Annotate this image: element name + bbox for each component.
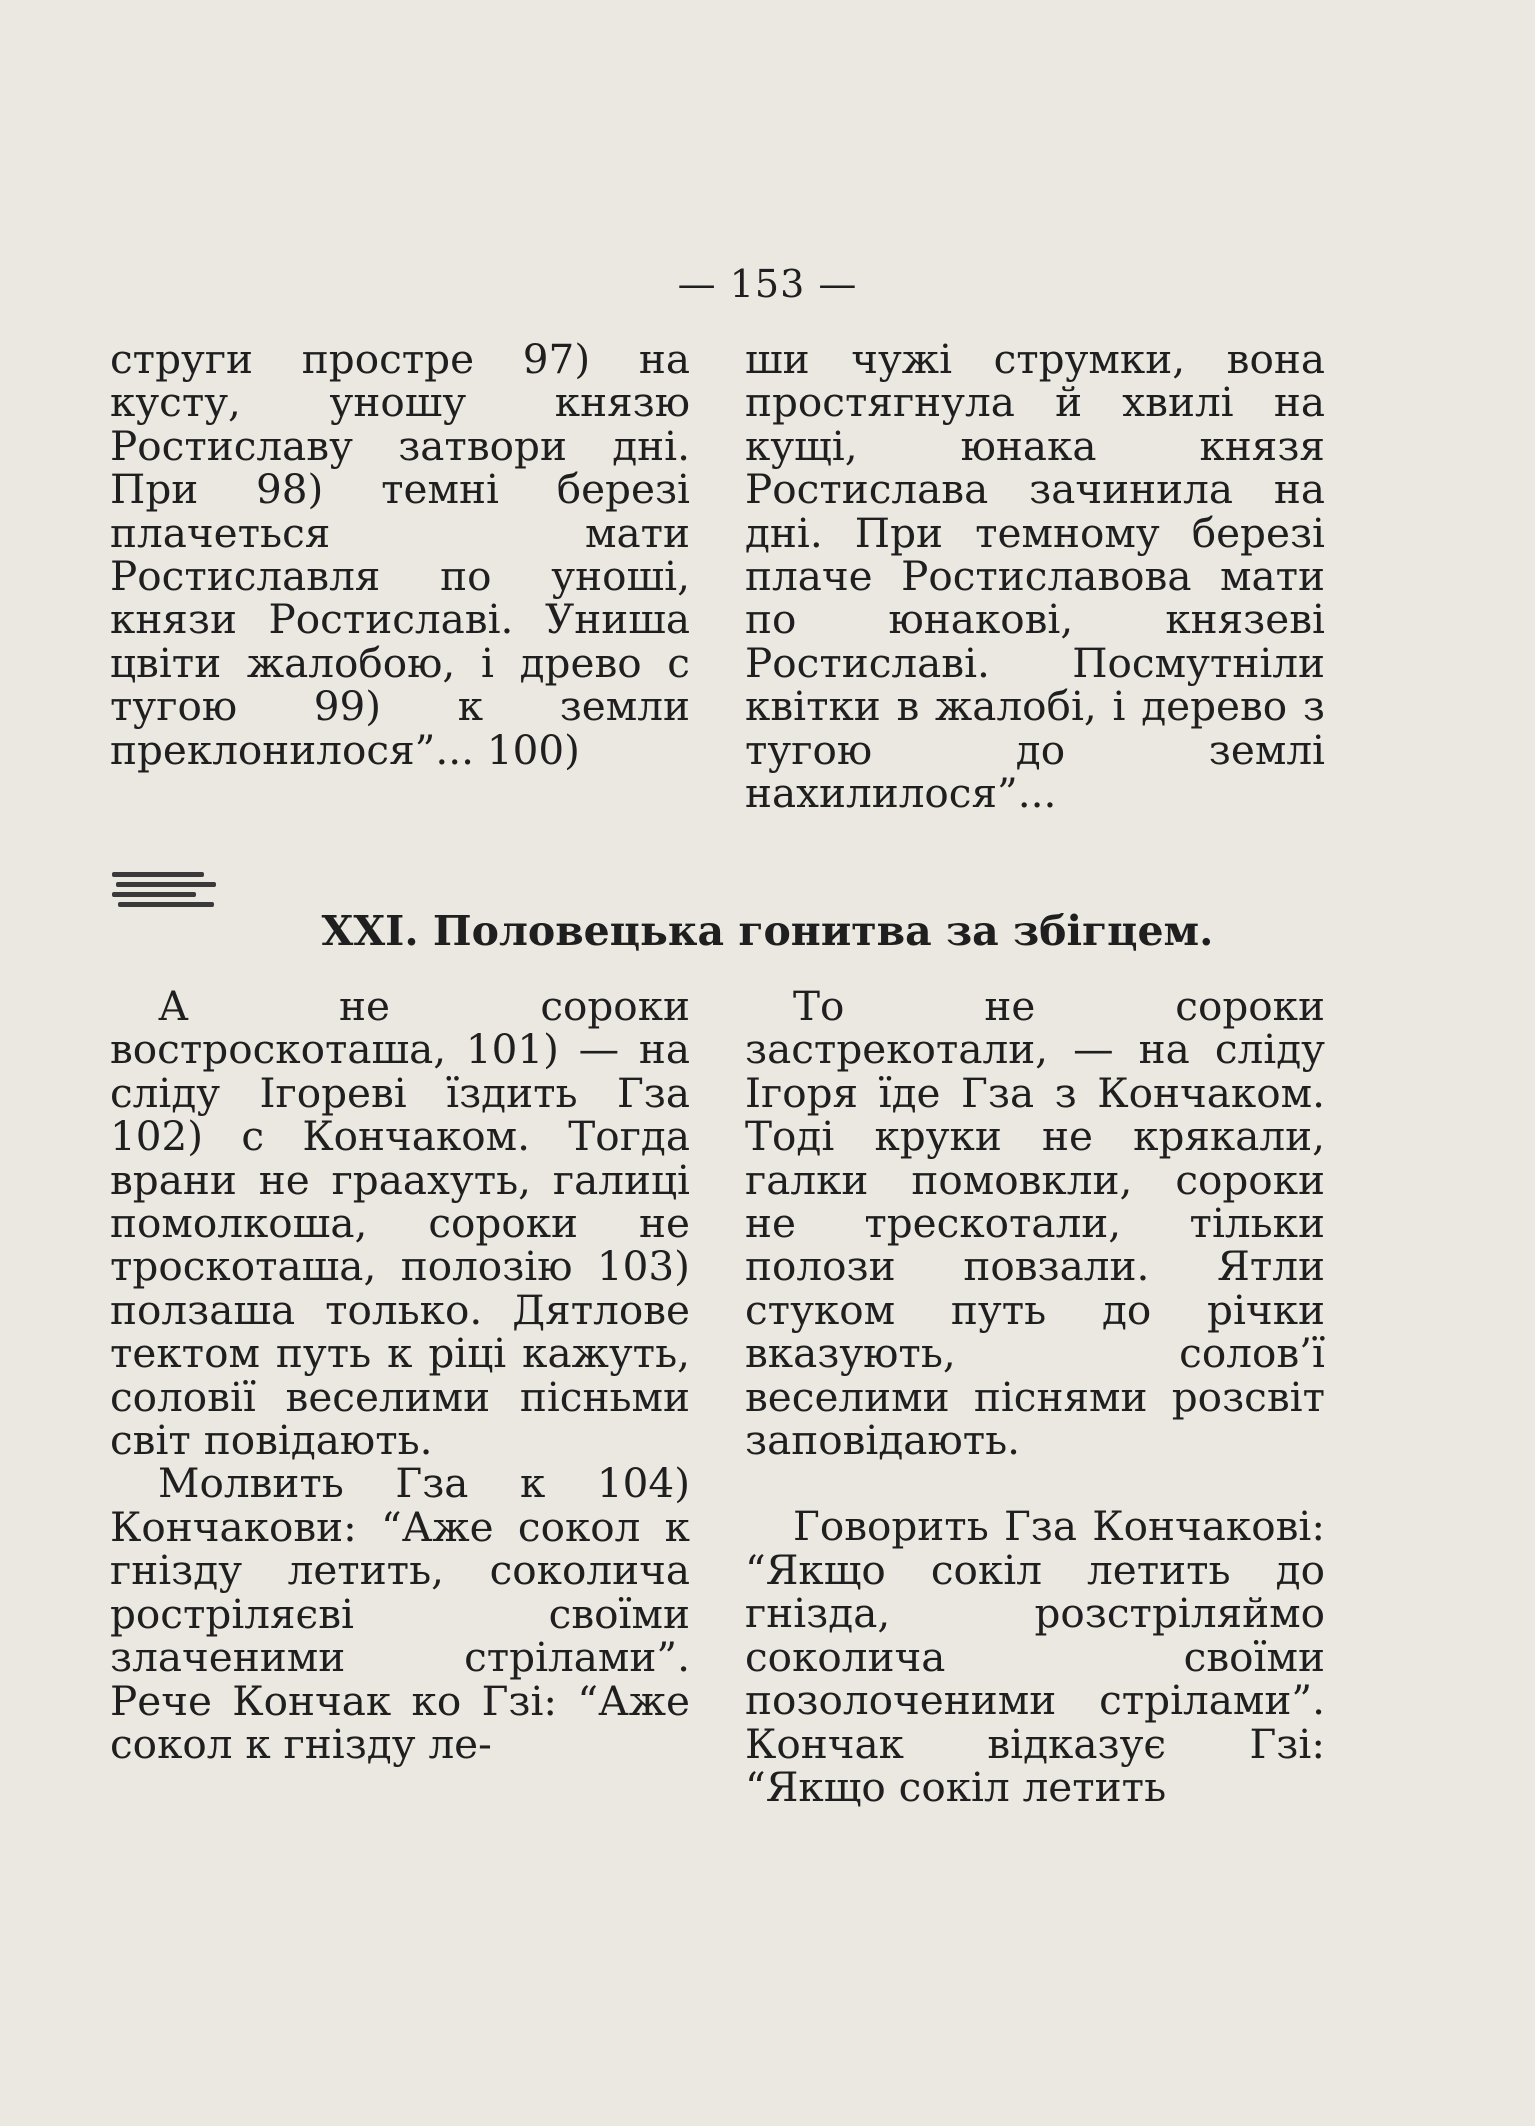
- left-paragraph-2: Молвить Гза к 104) Кончакови: “Аже сокол к гнізду летить, соколича ростріляєві своїми злаченими стрілами”. Рече Кончак ко Гзі: “Аже сокол к гнізду ле-: [110, 1459, 690, 1768]
- left-paragraph-1: А не сороки востроскоташа, 101) — на сліду Ігореві їздить Гза 102) с Кончаком. Тогда врани не граахуть, галиці помолкоша, сороки не троскоташа, полозію 103) ползаша только. Дятлове тектом путь к ріці кажуть, соловії веселими пісньми світ повідають.: [110, 982, 690, 1465]
- section-heading: XXI. Половецька гонитва за збігцем.: [321, 907, 1214, 955]
- top-left-paragraph: струги простре 97) на кусту, уношу князю Ростиславу затвори дні. При 98) темні березі плачеться мати Ростиславля по уноші, князи Ростиславі. Униша цвіти жалобою, і древо с тугою 99) к земли преклонилося”... 100): [110, 335, 690, 774]
- right-paragraph-1: То не сороки застрекотали, — на сліду Ігоря їде Гза з Кончаком. Тоді круки не крякали, галки помовкли, сороки не трескотали, тільки полози повзали. Ятли стуком путь до річки вказують, солов’ї веселими піснями розсвіт заповідають.: [745, 982, 1325, 1465]
- bottom-right-column: [745, 982, 1325, 1811]
- bottom-left-column: [110, 982, 690, 1768]
- top-left-column: [110, 335, 690, 774]
- page-number: — 153 —: [677, 262, 858, 306]
- right-paragraph-2: Говорить Гза Кончакові: “Якщо сокіл летить до гнізда, розстріляймо соколича своїми позолоченими стрілами”. Кончак відказує Гзі: “Якщо сокіл летить: [745, 1502, 1325, 1811]
- top-right-paragraph: ши чужі струмки, вона простягнула й хвилі на кущі, юнака князя Ростислава зачинила на дні. При темному березі плаче Ростиславова мати по юнакові, князеві Ростиславі. Посмутніли квітки в жалобі, і дерево з тугою до землі нахилилося”...: [745, 335, 1325, 818]
- top-right-column: [745, 335, 1325, 818]
